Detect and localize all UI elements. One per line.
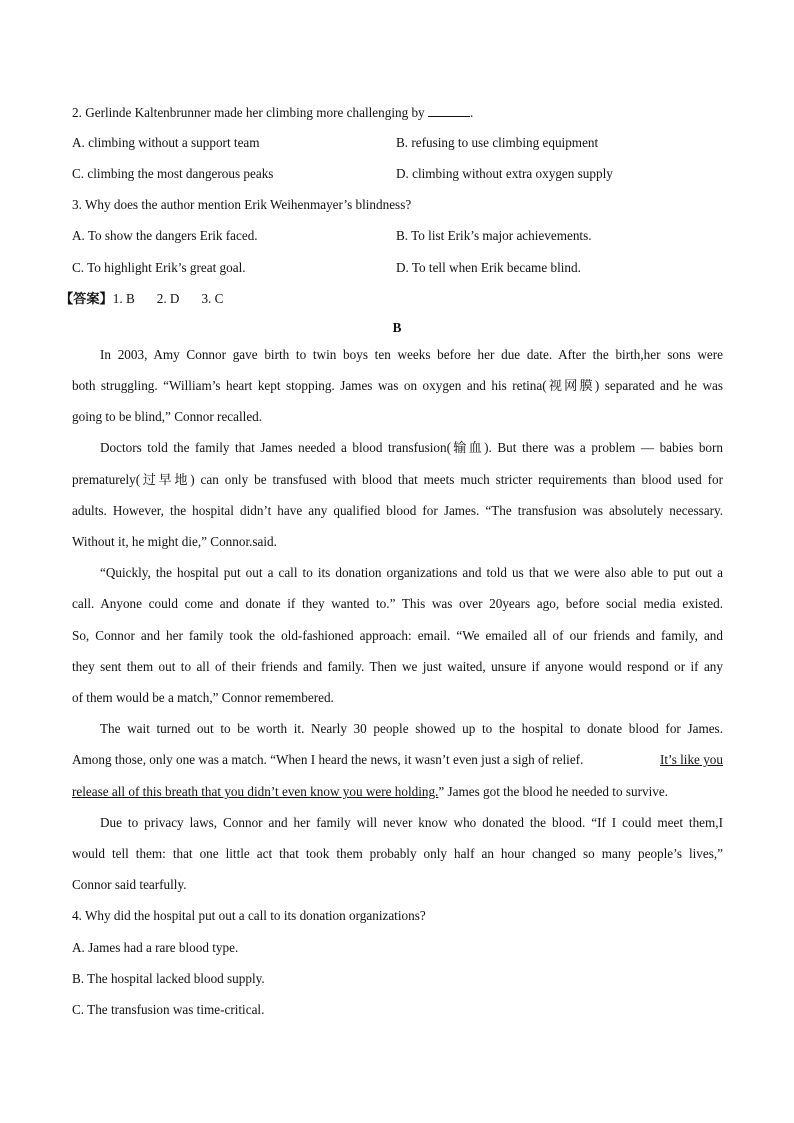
q3-option-b: B. To list Erik’s major achievements. [396,228,592,243]
passage-line [72,784,668,800]
q2-option-c: C. climbing the most dangerous peaks [72,166,274,181]
passage-line: both struggling. “William’s heart kept stopping. James was on oxygen and his retina(视网膜) separated and he was [72,378,723,393]
q2-option-a: A. climbing without a support team [72,135,260,150]
passage-line: Doctors told the family that James needed a blood transfusion(输血). But there was a problem — babies born [100,440,723,455]
passage-line: going to be blind,” Connor recalled. [72,409,263,424]
passage-line: adults. However, the hospital didn’t have any qualified blood for James. “The transfusion was absolutely necessary. [72,503,723,518]
q2-option-d: D. climbing without extra oxygen supply [396,166,613,181]
passage-line [72,752,723,768]
underlined-quote: release all of this breath that you didn’t even know you were holding. [72,784,439,799]
passage-line: Without it, he might die,” Connor.said. [72,534,277,549]
q4-option-c: C. The transfusion was time-critical. [72,1002,265,1017]
passage-line: Due to privacy laws, Connor and her family will never know who donated the blood. “If I could meet them,I [100,815,723,830]
answer-blank [428,104,470,117]
passage-line: call. Anyone could come and donate if they wanted to.” This was over 20years ago, before social media existed. [72,596,723,611]
question-3-stem: 3. Why does the author mention Erik Weihenmayer’s blindness? [72,197,412,212]
underlined-quote: It’s like you [659,752,723,767]
passage-line: Connor said tearfully. [72,877,187,892]
passage-text: Among those, only one was a match. “When I heard the news, it wasn’t even just a sigh of relief. [72,752,584,767]
passage-line: would tell them: that one little act that took them probably only half an hour changed so many people’s lives,” [72,846,723,861]
question-2-stem-text: 2. Gerlinde Kaltenbrunner made her climbing more challenging by [72,105,425,120]
answer-key [60,291,223,307]
q3-option-c: C. To highlight Erik’s great goal. [72,260,246,275]
passage-text: ” James got the blood he needed to survive. [438,784,668,799]
passage-line: The wait turned out to be worth it. Nearly 30 people showed up to the hospital to donate blood for James. [100,721,723,736]
section-heading: B [392,320,402,335]
answer-item: 3. C [201,291,224,306]
q3-option-a: A. To show the dangers Erik faced. [72,228,258,243]
q4-option-b: B. The hospital lacked blood supply. [72,971,265,986]
question-2-stem-end: . [469,105,474,120]
passage-line: prematurely(过早地) can only be transfused with blood that meets much stricter requirements than blood used for [72,472,723,487]
q4-option-a: A. James had a rare blood type. [72,940,239,955]
passage-line: of them would be a match,” Connor remembered. [72,690,334,705]
question-4-stem: 4. Why did the hospital put out a call to its donation organizations? [72,908,426,923]
q2-option-b: B. refusing to use climbing equipment [396,135,599,150]
question-2-stem [72,104,473,121]
q3-option-d: D. To tell when Erik became blind. [396,260,581,275]
passage-line: “Quickly, the hospital put out a call to its donation organizations and told us that we were also able to put out a [100,565,723,580]
passage-line: In 2003, Amy Connor gave birth to twin boys ten weeks before her due date. After the birth,her sons were [100,347,723,362]
answer-key-label: 【答案】 [60,291,113,306]
passage-line: they sent them out to all of their friends and family. Then we just waited, unsure if anyone would respond or if any [72,659,723,674]
answer-item: 1. B [112,291,135,306]
answer-item: 2. D [156,291,180,306]
passage-line: So, Connor and her family took the old-fashioned approach: email. “We emailed all of our friends and family, and [72,628,723,643]
